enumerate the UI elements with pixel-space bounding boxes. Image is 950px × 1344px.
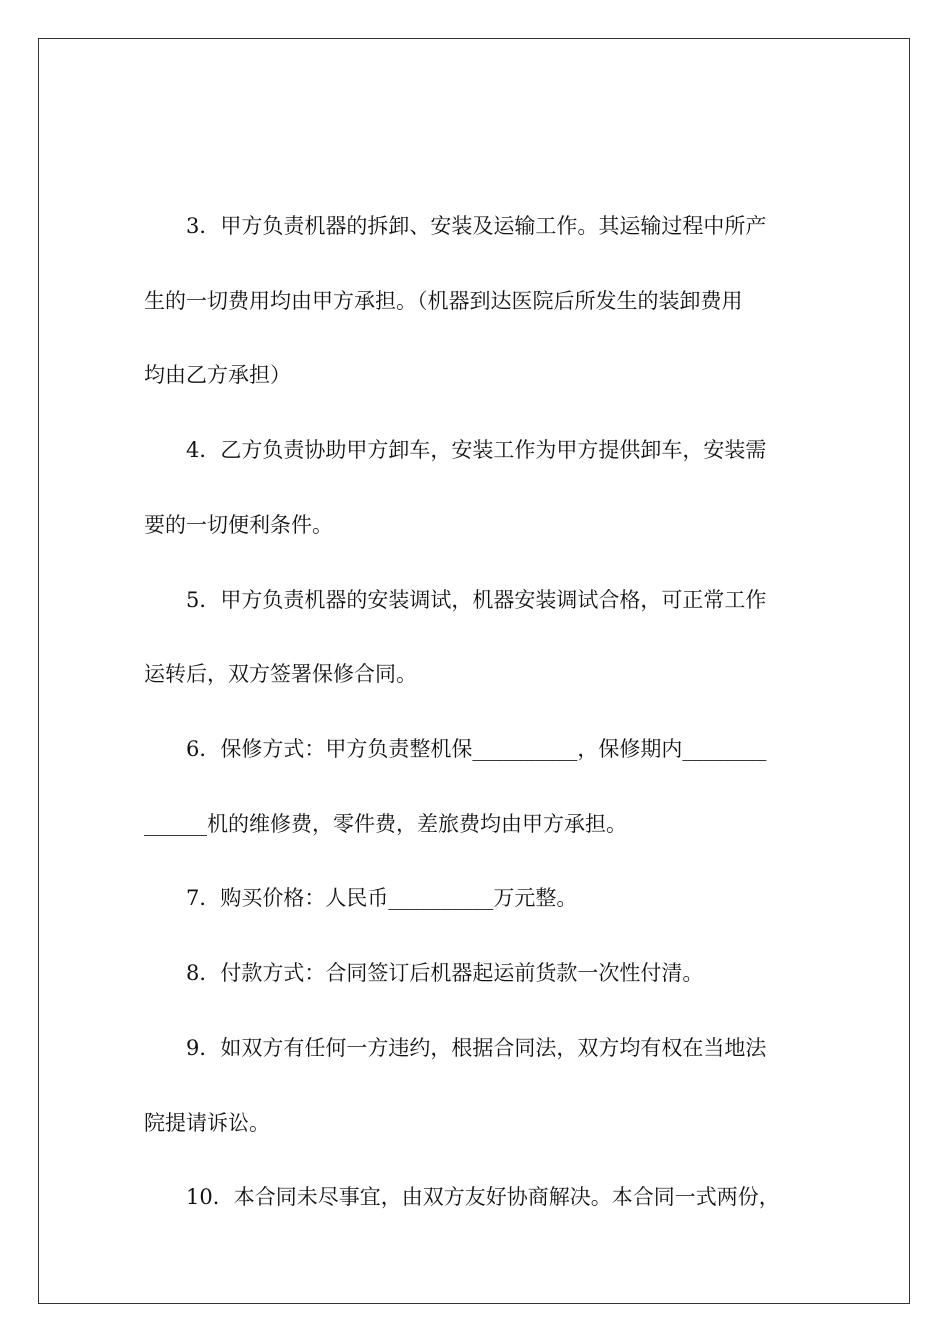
clause-8-line-1: 8．付款方式：合同签订后机器起运前货款一次性付清。: [186, 961, 704, 985]
clause-3-line-3: 均由乙方承担）: [144, 363, 291, 387]
clause-9-line-2: 院提请诉讼。: [144, 1111, 270, 1135]
clause-7-line-1: 7．购买价格：人民币__________万元整。: [186, 886, 578, 910]
clause-6-line-1: 6．保修方式：甲方负责整机保__________，保修期内________: [186, 737, 767, 761]
clause-4-line-2: 要的一切便利条件。: [144, 513, 333, 537]
clause-5-line-2: 运转后，双方签署保修合同。: [144, 662, 417, 686]
clause-10-line-1: 10．本合同未尽事宜，由双方友好协商解决。本合同一式两份，: [186, 1185, 780, 1209]
clause-3-line-1: 3．甲方负责机器的拆卸、安装及运输工作。其运输过程中所产: [186, 214, 767, 238]
clause-3-line-2: 生的一切费用均由甲方承担。（机器到达医院后所发生的装卸费用: [144, 289, 743, 313]
clause-5-line-1: 5．甲方负责机器的安装调试，机器安装调试合格，可正常工作: [186, 588, 767, 612]
clause-9-line-1: 9．如双方有任何一方违约，根据合同法，双方均有权在当地法: [186, 1036, 767, 1060]
clause-6-line-2: ______机的维修费，零件费，差旅费均由甲方承担。: [144, 812, 627, 836]
clause-4-line-1: 4．乙方负责协助甲方卸车，安装工作为甲方提供卸车，安装需: [186, 438, 767, 462]
